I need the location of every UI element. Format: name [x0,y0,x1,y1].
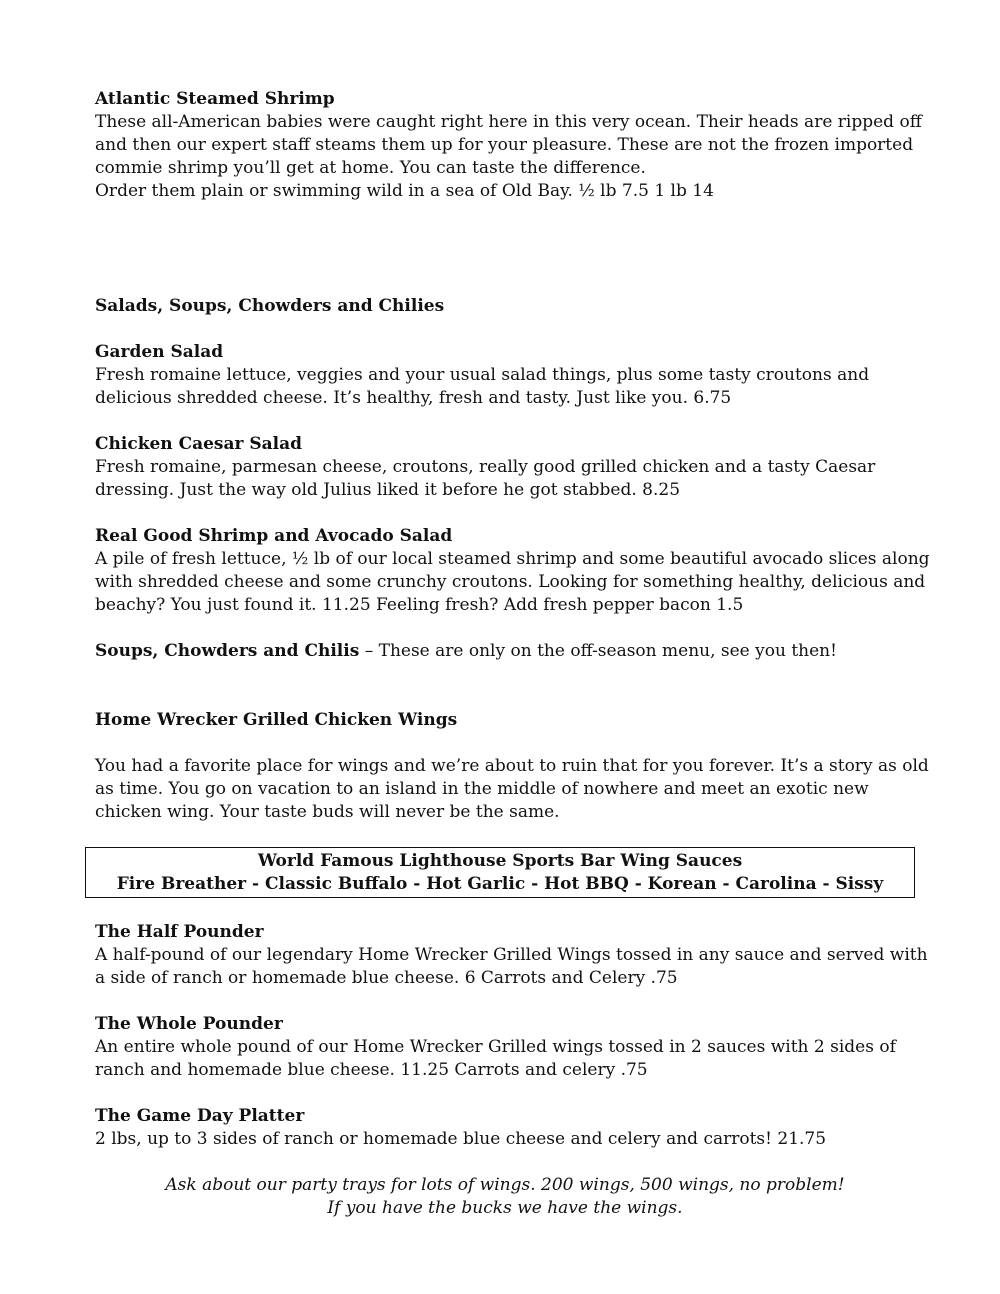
intro-line: chicken wing. Your taste buds will never be the same. [95,802,560,822]
item-description-line: These all-American babies were caught right here in this very ocean. Their heads are ripped off [95,112,922,132]
item-description-line: Fresh romaine lettuce, veggies and your usual salad things, plus some tasty croutons and [95,365,870,385]
footer-line: If you have the bucks we have the wings. [327,1198,683,1218]
item-title: Atlantic Steamed Shrimp [95,89,335,109]
item-title: The Game Day Platter [95,1106,305,1126]
item-description-line: and then our expert staff steams them up for your pleasure. These are not the frozen imported [95,135,914,155]
item-description-line: a side of ranch or homemade blue cheese. 6 Carrots and Celery .75 [95,968,678,988]
section-salads-soups [95,295,915,318]
menu-page [95,88,930,1220]
item-description-line: dressing. Just the way old Julius liked it before he got stabbed. 8.25 [95,480,681,500]
sauces-list: Fire Breather - Classic Buffalo - Hot Garlic - Hot BBQ - Korean - Carolina - Sissy [116,874,884,894]
item-title: Garden Salad [95,342,224,362]
item-title: Real Good Shrimp and Avocado Salad [95,526,453,546]
section-wings [95,709,915,732]
item-title: The Whole Pounder [95,1014,283,1034]
wing-sauces-box [85,847,915,898]
menu-item-whole-pounder [95,1013,915,1082]
spacer [95,226,915,295]
item-title: The Half Pounder [95,922,264,942]
menu-item-atlantic-steamed-shrimp [95,88,922,203]
wings-intro [95,755,929,824]
footer-line: Ask about our party trays for lots of wings. 200 wings, 500 wings, no problem! [165,1175,845,1195]
item-description-line: beachy? You just found it. 11.25 Feeling fresh? Add fresh pepper bacon 1.5 [95,595,744,615]
item-description-line: 2 lbs, up to 3 sides of ranch or homemade blue cheese and celery and carrots! 21.75 [95,1129,827,1149]
section-heading: Home Wrecker Grilled Chicken Wings [95,710,458,730]
menu-item-game-day-platter [95,1105,915,1151]
item-description-line: Fresh romaine, parmesan cheese, croutons, really good grilled chicken and a tasty Caesar [95,457,876,477]
item-description-line: delicious shredded cheese. It’s healthy, fresh and tasty. Just like you. 6.75 [95,388,732,408]
menu-item-garden-salad [95,341,915,410]
soups-notice [95,640,915,663]
item-description-line: ranch and homemade blue cheese. 11.25 Carrots and celery .75 [95,1060,648,1080]
menu-item-half-pounder [95,921,928,990]
item-title: Chicken Caesar Salad [95,434,303,454]
item-description-line: A pile of fresh lettuce, ½ lb of our local steamed shrimp and some beautiful avocado slices along [95,549,930,569]
item-description-line: An entire whole pound of our Home Wrecker Grilled wings tossed in 2 sauces with 2 sides of [95,1037,896,1057]
section-heading: Salads, Soups, Chowders and Chilies [95,296,445,316]
soups-label: Soups, Chowders and Chilis [95,641,360,661]
intro-line: as time. You go on vacation to an island in the middle of nowhere and meet an exotic new [95,779,869,799]
sauces-title: World Famous Lighthouse Sports Bar Wing Sauces [257,851,743,871]
soups-text: – These are only on the off-season menu, see you then! [359,641,837,661]
item-description-line: Order them plain or swimming wild in a sea of Old Bay. ½ lb 7.5 1 lb 14 [95,181,714,201]
item-description-line: commie shrimp you’ll get at home. You can taste the difference. [95,158,646,178]
spacer [95,663,915,709]
menu-item-chicken-caesar-salad [95,433,915,502]
intro-line: You had a favorite place for wings and we’re about to ruin that for you forever. It’s a story as old [95,756,929,776]
party-trays-note [95,1174,915,1220]
item-description-line: with shredded cheese and some crunchy croutons. Looking for something healthy, delicious and [95,572,926,592]
item-description-line: A half-pound of our legendary Home Wrecker Grilled Wings tossed in any sauce and served with [95,945,928,965]
menu-item-shrimp-avocado-salad [95,525,930,617]
